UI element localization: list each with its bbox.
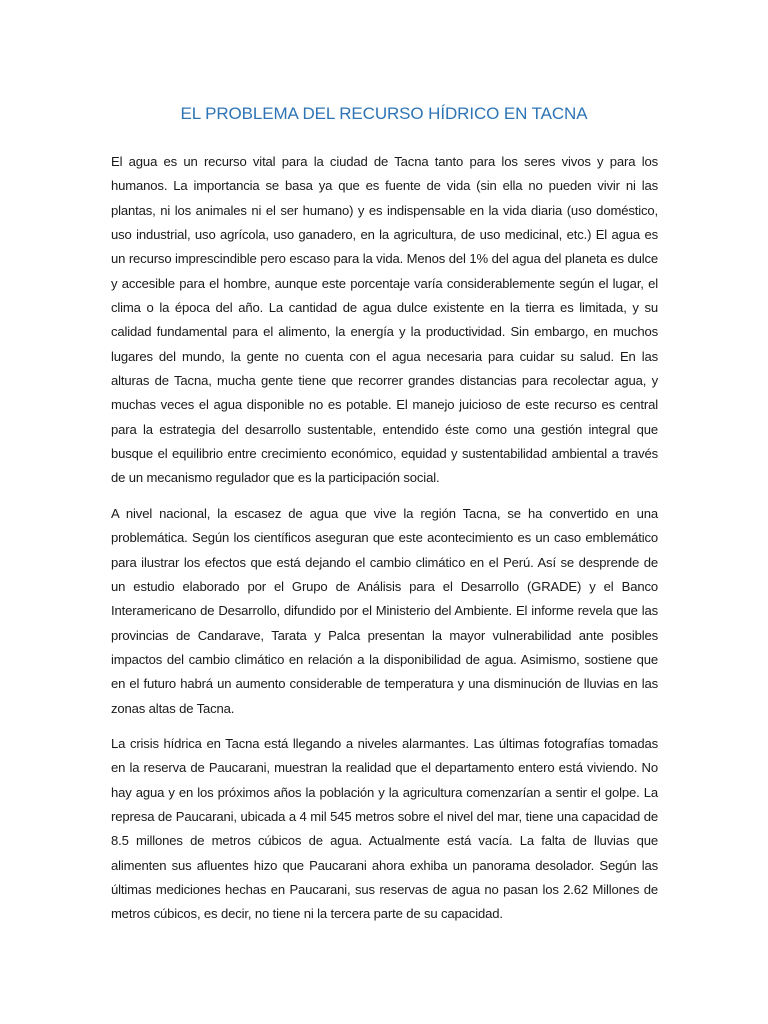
document-body bbox=[111, 150, 658, 938]
document-title: EL PROBLEMA DEL RECURSO HÍDRICO EN TACNA bbox=[180, 104, 588, 123]
paragraph-2: A nivel nacional, la escasez de agua que vive la región Tacna, se ha convertido en una problemática. Según los científicos aseguran que este acontecimiento es un caso emblemático para ilustrar los efectos que está dejando el cambio climático en el Perú. Así se desprende de un estudio elaborado por el Grupo de Análisis para el Desarrollo (GRADE) y el Banco Interamericano de Desarrollo, difundido por el Ministerio del Ambiente. El informe revela que las provincias de Candarave, Tarata y Palca presentan la mayor vulnerabilidad ante posibles impactos del cambio climático en relación a la disponibilidad de agua. Asimismo, sostiene que en el futuro habrá un aumento considerable de temperatura y una disminución de lluvias en las zonas altas de Tacna. bbox=[111, 505, 658, 716]
paragraph-1: El agua es un recurso vital para la ciudad de Tacna tanto para los seres vivos y para los humanos. La importancia se basa ya que es fuente de vida (sin ella no pueden vivir ni las plantas, ni los animales ni el ser humano) y es indispensable en la vida diaria (uso doméstico, uso industrial, uso agrícola, uso ganadero, en la agricultura, de uso medicinal, etc.) El agua es un recurso imprescindible pero escaso para la vida. Menos del 1% del agua del planeta es dulce y accesible para el hombre, aunque este porcentaje varía considerablemente según el lugar, el clima o la época del año. La cantidad de agua dulce existente en la tierra es limitada, y su calidad fundamental para el alimento, la energía y la productividad. Sin embargo, en muchos lugares del mundo, la gente no cuenta con el agua necesaria para cuidar su salud. En las alturas de Tacna, mucha gente tiene que recorrer grandes distancias para recolectar agua, y muchas veces el agua disponible no es potable. El manejo juicioso de este recurso es central para la estrategia del desarrollo sustentable, entendido éste como una gestión integral que busque el equilibrio entre crecimiento económico, equidad y sustentabilidad ambiental a través de un mecanismo regulador que es la participación social. bbox=[111, 154, 658, 486]
paragraph-3: La crisis hídrica en Tacna está llegando a niveles alarmantes. Las últimas fotografías tomadas en la reserva de Paucarani, muestran la realidad que el departamento entero está viviendo. No hay agua y en los próximos años la población y la agricultura comenzarían a sentir el golpe. La represa de Paucarani, ubicada a 4 mil 545 metros sobre el nivel del mar, tiene una capacidad de 8.5 millones de metros cúbicos de agua. Actualmente está vacía. La falta de lluvias que alimenten sus afluentes hizo que Paucarani ahora exhiba un panorama desolador. Según las últimas mediciones hechas en Paucarani, sus reservas de agua no pasan los 2.62 Millones de metros cúbicos, es decir, no tiene ni la tercera parte de su capacidad. bbox=[111, 735, 658, 922]
